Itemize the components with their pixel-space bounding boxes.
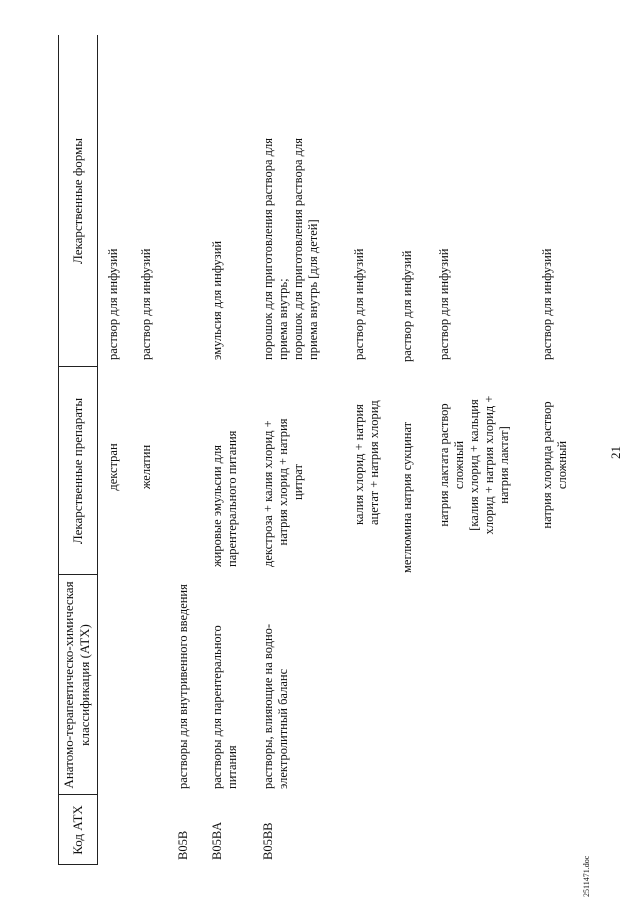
form-powder-line3: порошок для приготовления раствора для <box>291 138 305 360</box>
form-gelatin: раствор для инфузий <box>139 248 153 360</box>
page-number: 21 <box>608 446 623 459</box>
preparation-kcl-acetate-line1: калия хлорид + натрия <box>352 404 366 525</box>
table-header-separator <box>97 35 98 865</box>
preparation-meglumine: меглюмина натрия сукцинат <box>400 421 414 573</box>
header-classification-line2: классификация (АТХ) <box>77 624 92 746</box>
form-powder-line1: порошок для приготовления раствора для <box>261 138 275 360</box>
preparation-lactate-line4: хлорид + натрия хлорид + <box>482 395 496 535</box>
form-powder-line2: приема внутрь; <box>276 278 290 360</box>
preparation-fat-emulsions-line1: жировые эмульсии для <box>210 444 224 567</box>
classification-b05ba-line1: растворы для парентерального <box>210 625 224 789</box>
preparation-lactate-line5: натрия лактат] <box>497 426 511 504</box>
form-meglumine: раствор для инфузий <box>400 250 414 362</box>
preparation-lactate-line2: сложный <box>452 440 466 490</box>
header-forms: Лекарственные формы <box>70 137 85 265</box>
preparation-dextran: декстран <box>106 443 120 491</box>
form-dextran: раствор для инфузий <box>106 248 120 360</box>
form-powder-line4: приема внутрь [для детей] <box>306 219 320 360</box>
preparation-nacl-complex-line1: натрия хлорида раствор <box>540 401 554 529</box>
preparation-kcl-acetate-line2: ацетат + натрия хлорид <box>367 400 381 525</box>
code-b05ba: B05BA <box>210 821 224 860</box>
footer-filename: 2511471.doc <box>582 855 591 897</box>
preparation-lactate-line1: натрия лактата раствор <box>437 403 451 527</box>
preparation-dextrose-line2: натрия хлорид + натрия <box>276 418 290 546</box>
header-classification-line1: Анатомо-терапевтическо-химическая <box>61 581 76 789</box>
preparation-fat-emulsions-line2: парентерального питания <box>225 430 239 567</box>
table-top-border <box>58 35 59 865</box>
preparation-dextrose-line3: цитрат <box>291 464 305 500</box>
classification-b05bb-line2: электролитный баланс <box>276 668 290 789</box>
code-b05bb: B05BB <box>261 822 275 860</box>
preparation-dextrose-line1: декстроза + калия хлорид + <box>261 420 275 567</box>
classification-b05bb-line1: растворы, влияющие на водно- <box>261 623 275 789</box>
code-b05b: B05B <box>176 830 190 860</box>
form-nacl-complex: раствор для инфузий <box>540 248 554 360</box>
preparation-lactate-line3: [калия хлорид + кальция <box>467 399 481 531</box>
preparation-gelatin: желатин <box>139 444 153 490</box>
preparation-nacl-complex-line2: сложный <box>555 440 569 490</box>
header-preparations: Лекарственные препараты <box>70 397 85 545</box>
form-kcl-acetate: раствор для инфузий <box>352 248 366 360</box>
form-fat-emulsions: эмульсия для инфузий <box>210 240 224 360</box>
classification-b05ba-line2: питания <box>225 745 239 789</box>
header-code: Код АТХ <box>70 805 85 855</box>
form-lactate: раствор для инфузий <box>437 248 451 360</box>
classification-b05b: растворы для внутривенного введения <box>176 584 190 789</box>
